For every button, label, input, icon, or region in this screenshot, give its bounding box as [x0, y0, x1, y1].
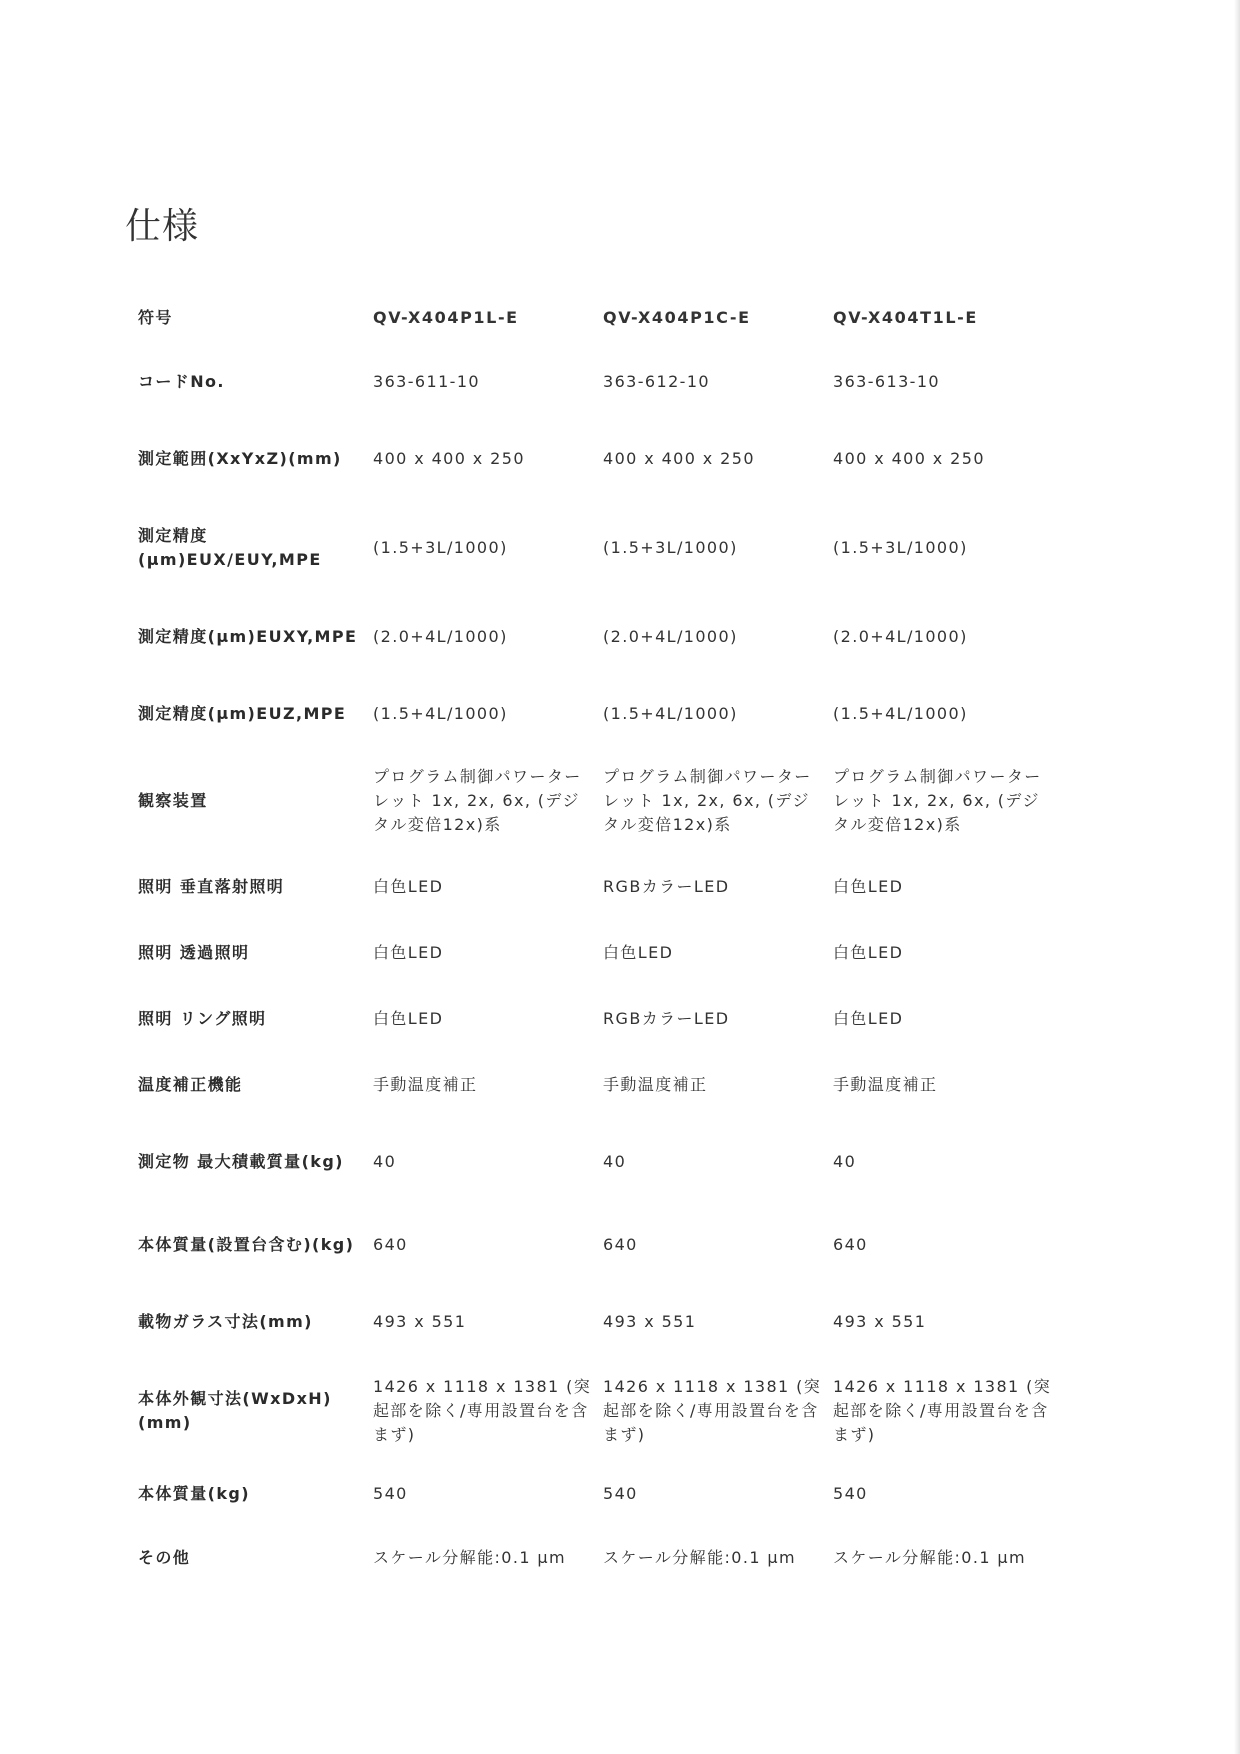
- row-value: (2.0+4L/1000): [373, 627, 508, 646]
- spec-row-mass-with-stand: [138, 1206, 1063, 1284]
- spec-row-other: [138, 1526, 1063, 1590]
- row-value: (2.0+4L/1000): [833, 627, 968, 646]
- model-name-1: QV-X404P1L-E: [373, 308, 519, 327]
- row-label: 観察装置: [138, 791, 208, 810]
- row-value: 363-613-10: [833, 372, 940, 391]
- row-label: 温度補正機能: [138, 1075, 243, 1094]
- row-value: 493 x 551: [373, 1312, 467, 1331]
- row-value: 363-612-10: [603, 372, 710, 391]
- row-label: 載物ガラス寸法(mm): [138, 1312, 313, 1331]
- row-value: 400 x 400 x 250: [373, 449, 525, 468]
- row-value: 白色LED: [603, 943, 674, 962]
- row-value: 640: [833, 1235, 868, 1254]
- row-value: 640: [603, 1235, 638, 1254]
- row-label: 測定精度(μm)EUX/EUY,MPE: [138, 526, 322, 569]
- spec-row-illumination-ring: [138, 986, 1063, 1052]
- row-label: 照明 垂直落射照明: [138, 877, 285, 896]
- row-label: 符号: [138, 308, 173, 327]
- row-value: 540: [373, 1484, 408, 1503]
- row-label: 本体外観寸法(WxDxH)(mm): [138, 1389, 332, 1432]
- row-value: RGBカラーLED: [603, 877, 730, 896]
- row-value: (1.5+4L/1000): [373, 704, 508, 723]
- row-label: 本体質量(設置台含む)(kg): [138, 1235, 355, 1254]
- row-value: 1426 x 1118 x 1381 (突起部を除く/専用設置台を含まず): [833, 1377, 1052, 1444]
- row-value: 40: [833, 1152, 857, 1171]
- spec-row-code-no: [138, 348, 1063, 416]
- row-value: 1426 x 1118 x 1381 (突起部を除く/専用設置台を含まず): [373, 1377, 592, 1444]
- page-title: 仕様: [125, 206, 200, 247]
- row-value: スケール分解能:0.1 μm: [373, 1548, 566, 1567]
- spec-row-illumination-vertical: [138, 854, 1063, 920]
- row-value: 540: [603, 1484, 638, 1503]
- row-label: その他: [138, 1548, 191, 1567]
- row-value: 640: [373, 1235, 408, 1254]
- row-value: 493 x 551: [833, 1312, 927, 1331]
- row-value: 白色LED: [373, 943, 444, 962]
- row-value: 白色LED: [373, 877, 444, 896]
- row-value: 40: [373, 1152, 397, 1171]
- row-value: 手動温度補正: [603, 1075, 708, 1094]
- row-label: 測定精度(μm)EUXY,MPE: [138, 627, 358, 646]
- row-label: 測定精度(μm)EUZ,MPE: [138, 704, 347, 723]
- row-value: プログラム制御パワーターレット 1x, 2x, 6x, (デジタル変倍12x)系: [833, 767, 1042, 834]
- row-label: 本体質量(kg): [138, 1484, 250, 1503]
- row-value: 540: [833, 1484, 868, 1503]
- spec-row-accuracy-eux-euy: [138, 502, 1063, 594]
- row-label: コードNo.: [138, 372, 225, 391]
- spec-row-stage-glass-size: [138, 1284, 1063, 1360]
- row-value: (1.5+4L/1000): [603, 704, 738, 723]
- spec-row-max-load: [138, 1118, 1063, 1206]
- row-value: プログラム制御パワーターレット 1x, 2x, 6x, (デジタル変倍12x)系: [373, 767, 582, 834]
- model-name-2: QV-X404P1C-E: [603, 308, 751, 327]
- row-value: スケール分解能:0.1 μm: [603, 1548, 796, 1567]
- spec-row-external-dimensions: [138, 1360, 1063, 1462]
- row-value: 40: [603, 1152, 627, 1171]
- row-value: 手動温度補正: [833, 1075, 938, 1094]
- spec-row-accuracy-euxy: [138, 594, 1063, 680]
- row-value: 493 x 551: [603, 1312, 697, 1331]
- row-value: (1.5+3L/1000): [833, 538, 968, 557]
- row-value: 400 x 400 x 250: [833, 449, 985, 468]
- row-value: (1.5+3L/1000): [373, 538, 508, 557]
- spec-row-accuracy-euz: [138, 680, 1063, 748]
- row-value: 白色LED: [833, 1009, 904, 1028]
- row-label: 測定範囲(XxYxZ)(mm): [138, 449, 342, 468]
- row-label: 照明 透過照明: [138, 943, 250, 962]
- spec-row-illumination-transmitted: [138, 920, 1063, 986]
- row-value: 白色LED: [373, 1009, 444, 1028]
- row-label: 測定物 最大積載質量(kg): [138, 1152, 344, 1171]
- row-value: RGBカラーLED: [603, 1009, 730, 1028]
- row-value: (1.5+3L/1000): [603, 538, 738, 557]
- row-value: スケール分解能:0.1 μm: [833, 1548, 1026, 1567]
- row-label: 照明 リング照明: [138, 1009, 267, 1028]
- row-value: 白色LED: [833, 877, 904, 896]
- spec-table: [138, 288, 1063, 1590]
- spec-row-observation-unit: [138, 748, 1063, 854]
- row-value: 363-611-10: [373, 372, 480, 391]
- row-value: 400 x 400 x 250: [603, 449, 755, 468]
- row-value: (2.0+4L/1000): [603, 627, 738, 646]
- row-value: (1.5+4L/1000): [833, 704, 968, 723]
- page-edge-shadow: [1234, 0, 1240, 1754]
- row-value: 1426 x 1118 x 1381 (突起部を除く/専用設置台を含まず): [603, 1377, 822, 1444]
- model-name-3: QV-X404T1L-E: [833, 308, 978, 327]
- spec-row-symbol: [138, 288, 1063, 348]
- row-value: プログラム制御パワーターレット 1x, 2x, 6x, (デジタル変倍12x)系: [603, 767, 812, 834]
- spec-row-temperature-compensation: [138, 1052, 1063, 1118]
- row-value: 白色LED: [833, 943, 904, 962]
- spec-row-measuring-range: [138, 416, 1063, 502]
- spec-row-mass: [138, 1462, 1063, 1526]
- row-value: 手動温度補正: [373, 1075, 478, 1094]
